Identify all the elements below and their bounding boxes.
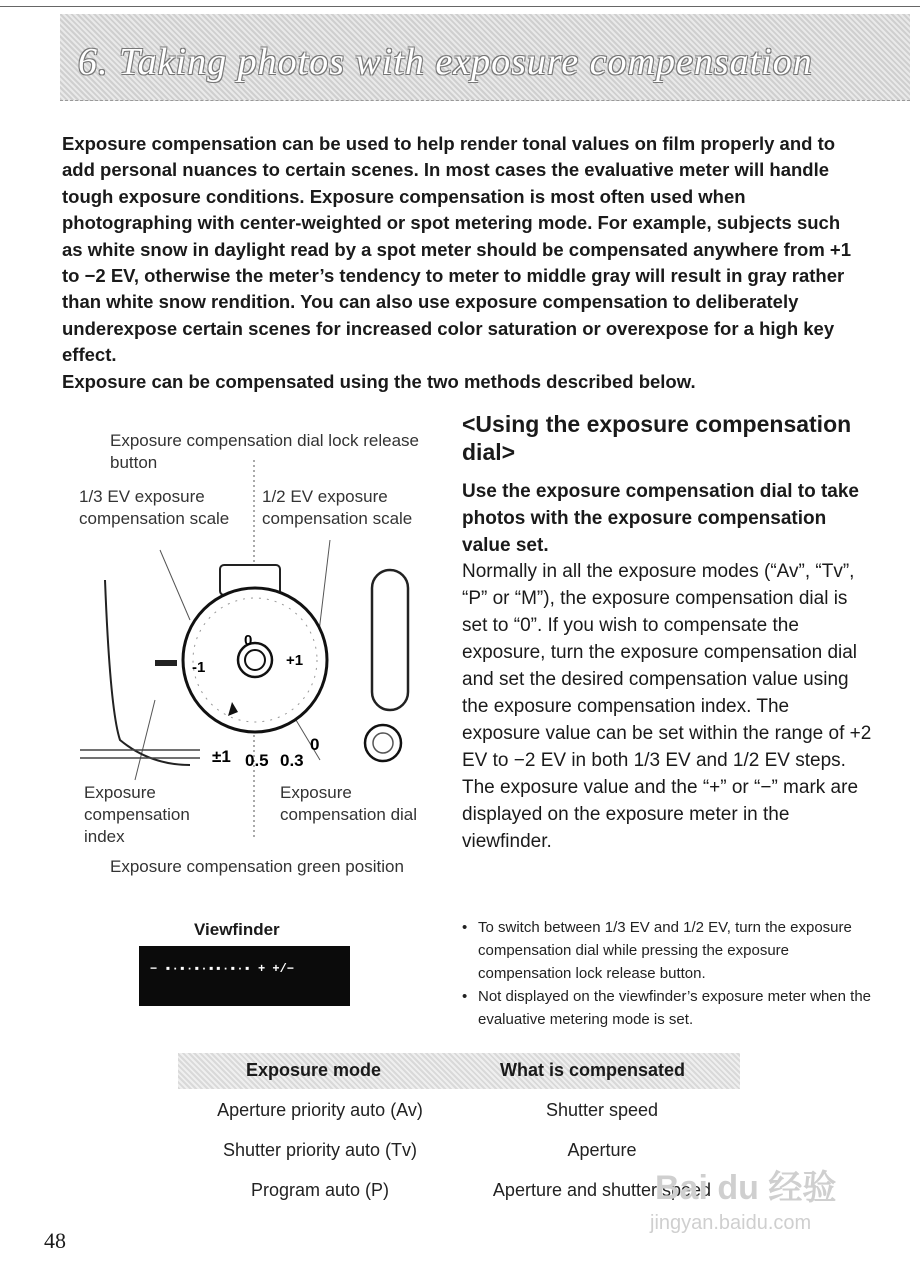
viewfinder-meter: − ▪·▪·▪·▪▪·▪·▪ + +/− (150, 962, 295, 976)
section-body-paragraph-2: The exposure value and the “+” or “−” mark are displayed on the exposure meter in the viewfinder. (462, 777, 859, 852)
table-cell: Shutter priority auto (Tv) (222, 1140, 418, 1160)
viewfinder-label: Viewfinder (194, 920, 280, 939)
page-title: 6. Taking photos with exposure compensation (78, 41, 813, 83)
index-03: 0.3 (280, 751, 304, 770)
index-pm1: ±1 (212, 747, 231, 766)
dial-lock-center (245, 650, 265, 670)
round-button (365, 725, 401, 761)
label-lock-release: Exposure compensation dial lock release button (110, 431, 420, 472)
notes-list (462, 916, 882, 1031)
note-item: • To switch between 1/3 EV and 1/2 EV, turn the exposure compensation dial while pressing the exposure compensation lock release button. (462, 916, 882, 985)
note-item: • Not displayed on the viewfinder’s exposure meter when the evaluative metering mode is set. (462, 985, 882, 1031)
table-header-mode: Exposure mode (246, 1060, 382, 1080)
intro-methods-line: Exposure can be compensated using the two methods described below. (62, 370, 696, 392)
dial-minus-one: -1 (192, 659, 206, 676)
intro-paragraph: Exposure compensation can be used to help render tonal values on film properly and to add personal nuances to certain scenes. In most cases the evaluative meter will handle tough exposure conditions. Exposure compensation is most often used when photographing with center-weighted or spot metering mode. For example, subjects such as white snow in daylight read by a spot meter should be compensated anywhere from +1 to −2 EV, otherwise the meter’s tendency to meter to middle gray will result in gray rather than white snow rendition. You can also use exposure compensation to deliberately underexpose certain scenes for increased color saturation or overexpose for a high key effect. (62, 133, 852, 366)
index-0: 0 (310, 735, 320, 754)
table-header-row (178, 1053, 740, 1089)
label-index: Exposure compensation index (84, 783, 190, 846)
table-cell: Aperture (567, 1140, 637, 1160)
watermark-logo: Bai du 经验 (655, 1169, 837, 1207)
table-cell: Shutter speed (545, 1100, 659, 1120)
prism-housing (372, 570, 408, 710)
index-05: 0.5 (245, 751, 269, 770)
label-dial: Exposure compensation dial (280, 783, 418, 824)
table-cell: Program auto (P) (250, 1180, 390, 1200)
label-12-scale: 1/2 EV exposure compensation scale (262, 487, 413, 528)
intro-text (62, 131, 862, 395)
dial-plus-one: +1 (286, 652, 304, 669)
label-green-position: Exposure compensation green position (110, 857, 404, 876)
camera-dial-diagram (60, 420, 460, 840)
camera-body-outline (105, 580, 190, 765)
dial-zero: 0 (244, 632, 253, 649)
section-subheading: Use the exposure compensation dial to take photos with the exposure compensation value set. (462, 481, 859, 556)
watermark-url: jingyan.baidu.com (650, 1212, 812, 1234)
page-number: 48 (44, 1228, 66, 1253)
label-13-scale: 1/3 EV exposure compensation scale (79, 487, 230, 528)
top-rule (0, 6, 920, 7)
table-header-compensated: What is compensated (500, 1060, 686, 1080)
section-heading: <Using the exposure compensation dial> (462, 411, 852, 465)
section-body (462, 558, 872, 855)
viewfinder-display (139, 946, 350, 1006)
table-cell: Aperture and shutter speed (492, 1180, 712, 1200)
section-body-paragraph: Normally in all the exposure modes (“Av”, “Tv”, “P” or “M”), the exposure compensation dial is set to “0”. If you wish to compensate the exposure, turn the exposure compensation dial and set the desired compensation value using the exposure compensation index. The exposure value can be set within the range of +2 EV to −2 EV in both 1/3 EV and 1/2 EV steps. (462, 561, 872, 771)
dial-index-mark (155, 660, 177, 666)
table-cell: Aperture priority auto (Av) (217, 1100, 423, 1120)
